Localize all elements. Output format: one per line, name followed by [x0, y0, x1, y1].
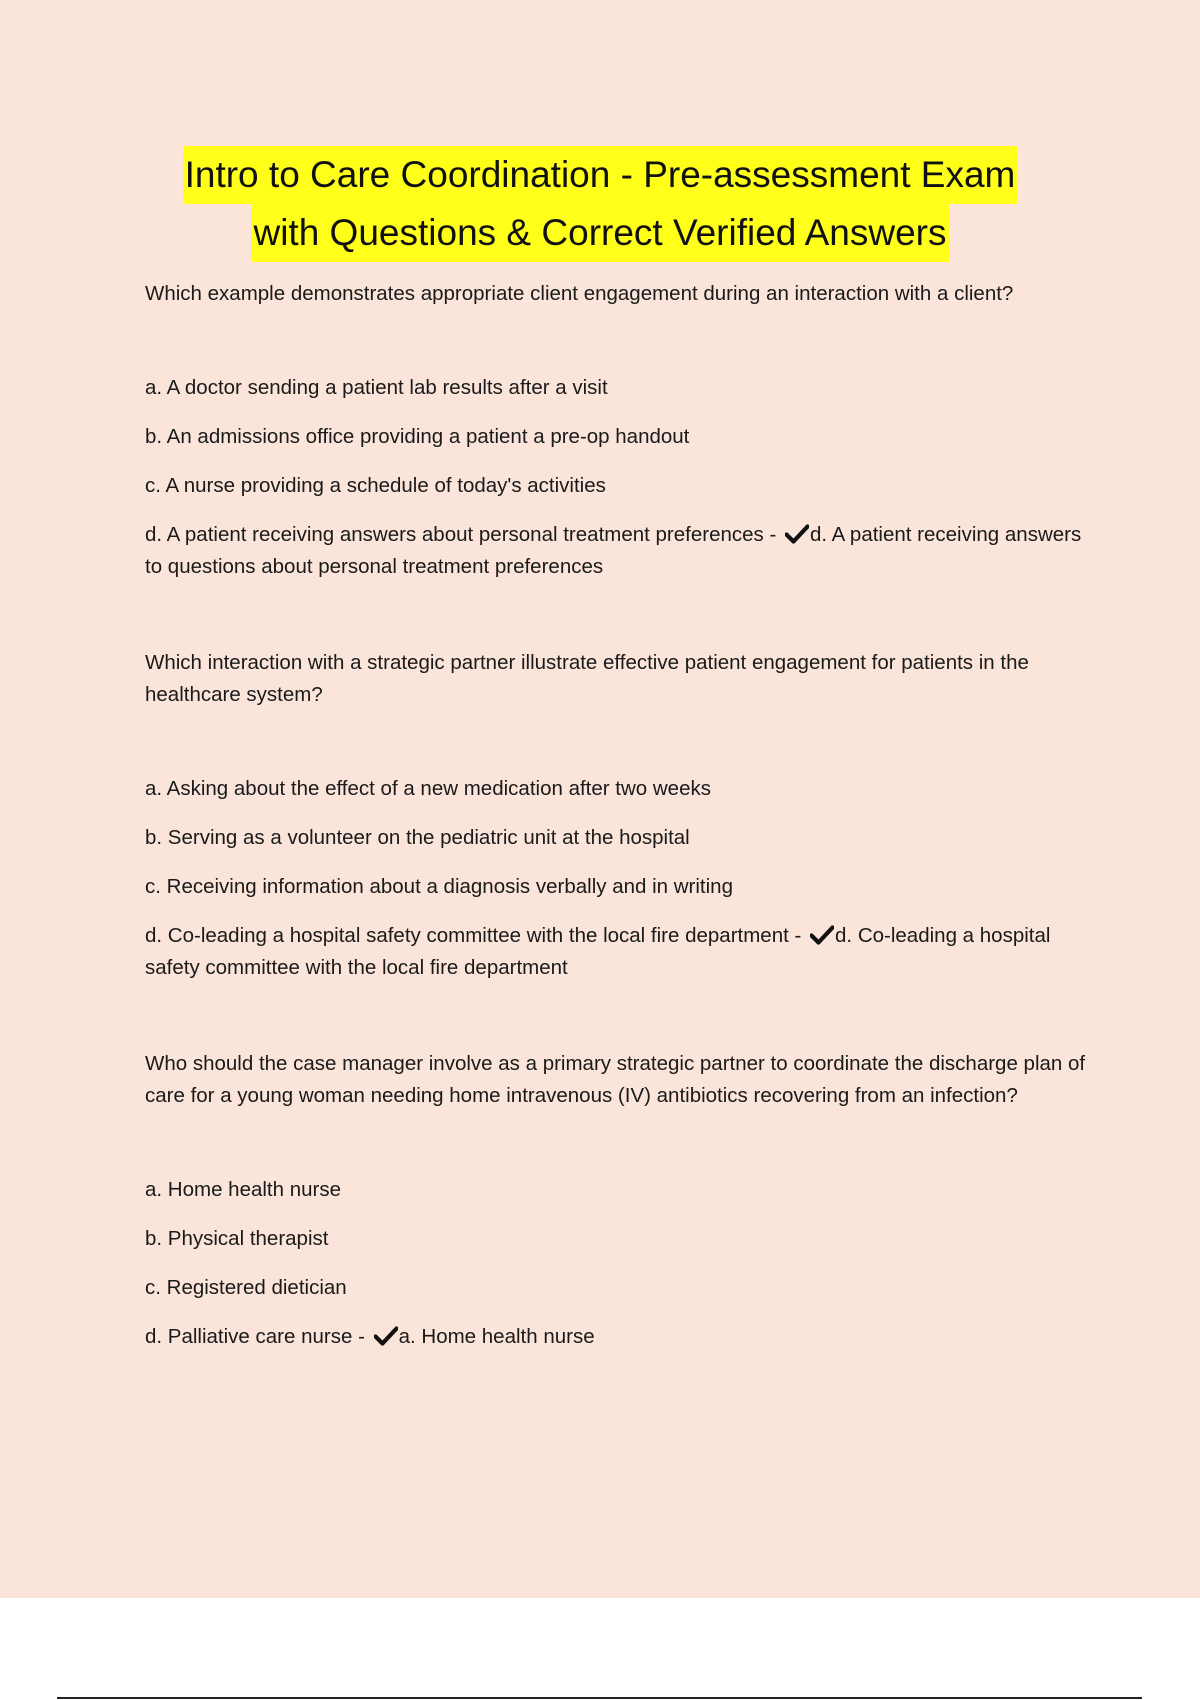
- correct-answer: d. A patient receiving answers to questions about personal treatment preferences: [145, 523, 1082, 578]
- option-a: a. A doctor sending a patient lab results after a visit: [145, 376, 608, 399]
- correct-answer: d. Co-leading a hospital safety committee with the local fire department: [145, 924, 1051, 979]
- check-mark-icon: [374, 1326, 398, 1346]
- answer-options: [145, 1174, 1090, 1353]
- option-a: a. Asking about the effect of a new medication after two weeks: [145, 777, 711, 800]
- answer-options: [145, 372, 1090, 583]
- question-block-2: [145, 647, 1090, 984]
- answer-options: [145, 773, 1090, 984]
- option-d: d. A patient receiving answers about personal treatment preferences -: [145, 523, 777, 546]
- question-block-1: [145, 278, 1090, 583]
- correct-answer: a. Home health nurse: [398, 1325, 595, 1348]
- option-d-with-answer: [145, 519, 1090, 583]
- option-b: b. An admissions office providing a patient a pre-op handout: [145, 425, 690, 448]
- option-b: b. Serving as a volunteer on the pediatric unit at the hospital: [145, 826, 690, 849]
- question-text: Which interaction with a strategic partner illustrate effective patient engagement for patients in the healthcare system?: [145, 651, 1029, 706]
- option-d: d. Co-leading a hospital safety committee with the local fire department -: [145, 924, 802, 947]
- option-a: a. Home health nurse: [145, 1178, 342, 1201]
- page-bottom-divider: [57, 1697, 1142, 1699]
- check-mark-icon: [785, 524, 809, 544]
- questions-list: [145, 278, 1090, 1417]
- option-c: c. A nurse providing a schedule of today's activities: [145, 474, 606, 497]
- option-d-with-answer: [145, 1321, 1090, 1353]
- option-d-with-answer: [145, 920, 1090, 984]
- option-c: c. Registered dietician: [145, 1276, 347, 1299]
- document-title: [0, 146, 1200, 262]
- option-b: b. Physical therapist: [145, 1227, 329, 1250]
- title-line-1: Intro to Care Coordination - Pre-assessment Exam: [183, 146, 1018, 204]
- title-line-2: with Questions & Correct Verified Answers: [251, 204, 948, 262]
- question-text: Which example demonstrates appropriate client engagement during an interaction with a client?: [145, 282, 1014, 305]
- option-d: d. Palliative care nurse -: [145, 1325, 365, 1348]
- question-text: Who should the case manager involve as a primary strategic partner to coordinate the discharge plan of care for a young woman needing home intravenous (IV) antibiotics recovering from an infection?: [145, 1052, 1086, 1107]
- option-c: c. Receiving information about a diagnosis verbally and in writing: [145, 875, 733, 898]
- check-mark-icon: [810, 925, 834, 945]
- question-block-3: [145, 1048, 1090, 1353]
